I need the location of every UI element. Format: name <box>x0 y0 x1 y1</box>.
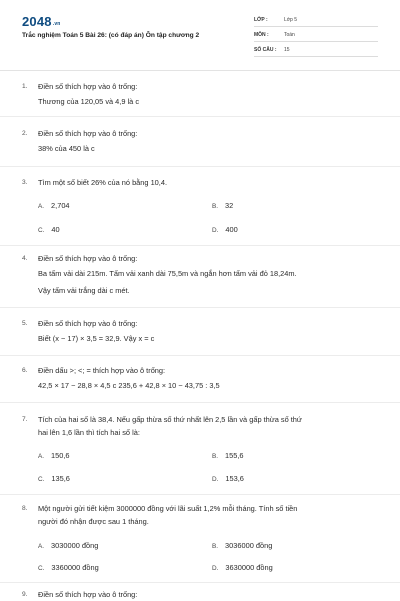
option-letter: D. <box>212 565 219 572</box>
meta-value: 15 <box>284 47 290 53</box>
question-text: 42,5 × 17 − 28,8 × 4,5 c 235,6 + 42,8 × 10 − 43,75 : 3,5 <box>38 381 220 390</box>
question-stem: Một người gửi tiết kiệm 3000000 đồng với lãi suất 1,2% mỗi tháng. Tính số tiền <box>38 504 298 513</box>
question-stem: Điền số thích hợp vào ô trống: <box>38 129 138 138</box>
option-a[interactable] <box>38 541 98 550</box>
option-d[interactable] <box>212 474 244 483</box>
question-divider <box>0 355 400 356</box>
option-c[interactable] <box>38 225 60 234</box>
question-number: 8. <box>22 505 28 512</box>
question-stem: Điền số thích hợp vào ô trống: <box>38 82 138 91</box>
option-letter: C. <box>38 476 45 483</box>
question-text: Vậy tấm vải trắng dài c mét. <box>38 286 130 295</box>
option-b[interactable] <box>212 201 233 210</box>
option-text: 32 <box>225 201 234 210</box>
question-divider <box>0 245 400 246</box>
option-c[interactable] <box>38 563 99 572</box>
option-text: 150,6 <box>51 451 70 460</box>
question-text: người đó nhận được sau 1 tháng. <box>38 517 149 526</box>
question-divider <box>0 116 400 117</box>
option-text: 135,6 <box>51 474 70 483</box>
question-stem: Tìm một số biết 26% của nó bằng 10,4. <box>38 178 168 187</box>
page-title: Trắc nghiệm Toán 5 Bài 26: (có đáp án) Ôn tập chương 2 <box>22 32 200 39</box>
meta-label: SỐ CÂU : <box>254 47 277 53</box>
logo-sub: .vn <box>52 21 61 27</box>
question-number: 4. <box>22 255 28 262</box>
option-text: 3036000 đồng <box>225 541 273 550</box>
option-letter: B. <box>212 203 219 210</box>
meta-value: Lớp 5 <box>284 17 298 23</box>
question-number: 2. <box>22 130 28 137</box>
question-number: 7. <box>22 416 28 423</box>
option-text: 40 <box>51 225 60 234</box>
question-number: 9. <box>22 591 28 598</box>
logo-main: 2048 <box>22 14 52 29</box>
option-d[interactable] <box>212 225 238 234</box>
option-text: 3030000 đồng <box>51 541 99 550</box>
option-letter: C. <box>38 565 45 572</box>
question-stem: Điền số thích hợp vào ô trống: <box>38 254 138 263</box>
question-divider <box>0 494 400 495</box>
option-letter: B. <box>212 453 219 460</box>
question-text: hai lên 1,6 lần thì tích hai số là: <box>38 428 140 437</box>
meta-row-count <box>254 44 378 57</box>
option-b[interactable] <box>212 451 244 460</box>
question-text: Biết (x − 17) × 3,5 = 32,9. Vậy x = c <box>38 334 155 343</box>
option-text: 3360000 đồng <box>51 563 99 572</box>
question-text: Ba tấm vải dài 215m. Tấm vải xanh dài 75,5m và ngắn hơn tấm vải đỏ 18,24m. <box>38 269 297 278</box>
meta-value: Toán <box>284 32 295 38</box>
question-number: 5. <box>22 320 28 327</box>
question-text: 38% của 450 là c <box>38 144 95 153</box>
option-text: 153,6 <box>225 474 244 483</box>
option-letter: A. <box>38 203 45 210</box>
option-a[interactable] <box>38 201 70 210</box>
option-c[interactable] <box>38 474 70 483</box>
question-stem: Điền số thích hợp vào ô trống: <box>38 319 138 328</box>
option-letter: A. <box>38 543 45 550</box>
option-text: 155,6 <box>225 451 244 460</box>
option-letter: C. <box>38 227 45 234</box>
option-letter: D. <box>212 476 219 483</box>
option-d[interactable] <box>212 563 273 572</box>
site-logo[interactable] <box>22 14 61 29</box>
question-divider <box>0 166 400 167</box>
question-number: 1. <box>22 83 28 90</box>
option-text: 2,704 <box>51 201 70 210</box>
header-separator <box>0 70 400 71</box>
option-a[interactable] <box>38 451 70 460</box>
question-stem: Điền dấu >; <; = thích hợp vào ô trống: <box>38 366 166 375</box>
option-letter: B. <box>212 543 219 550</box>
document-header <box>0 0 400 60</box>
question-number: 6. <box>22 367 28 374</box>
question-stem: Điền số thích hợp vào ô trống: <box>38 590 138 599</box>
meta-row-grade <box>254 14 378 27</box>
question-number: 3. <box>22 179 28 186</box>
option-text: 400 <box>225 225 238 234</box>
question-divider <box>0 582 400 583</box>
question-stem: Tích của hai số là 38,4. Nếu gấp thừa số thứ nhất lên 2,5 lần và gấp thừa số thứ <box>38 415 302 424</box>
question-divider <box>0 402 400 403</box>
question-text: Thương của 120,05 và 4,9 là c <box>38 97 140 106</box>
meta-label: MÔN : <box>254 32 269 38</box>
meta-row-subject <box>254 29 378 42</box>
option-b[interactable] <box>212 541 272 550</box>
question-divider <box>0 307 400 308</box>
meta-label: LỚP : <box>254 17 268 23</box>
option-letter: D. <box>212 227 219 234</box>
option-letter: A. <box>38 453 45 460</box>
option-text: 3630000 đồng <box>225 563 273 572</box>
